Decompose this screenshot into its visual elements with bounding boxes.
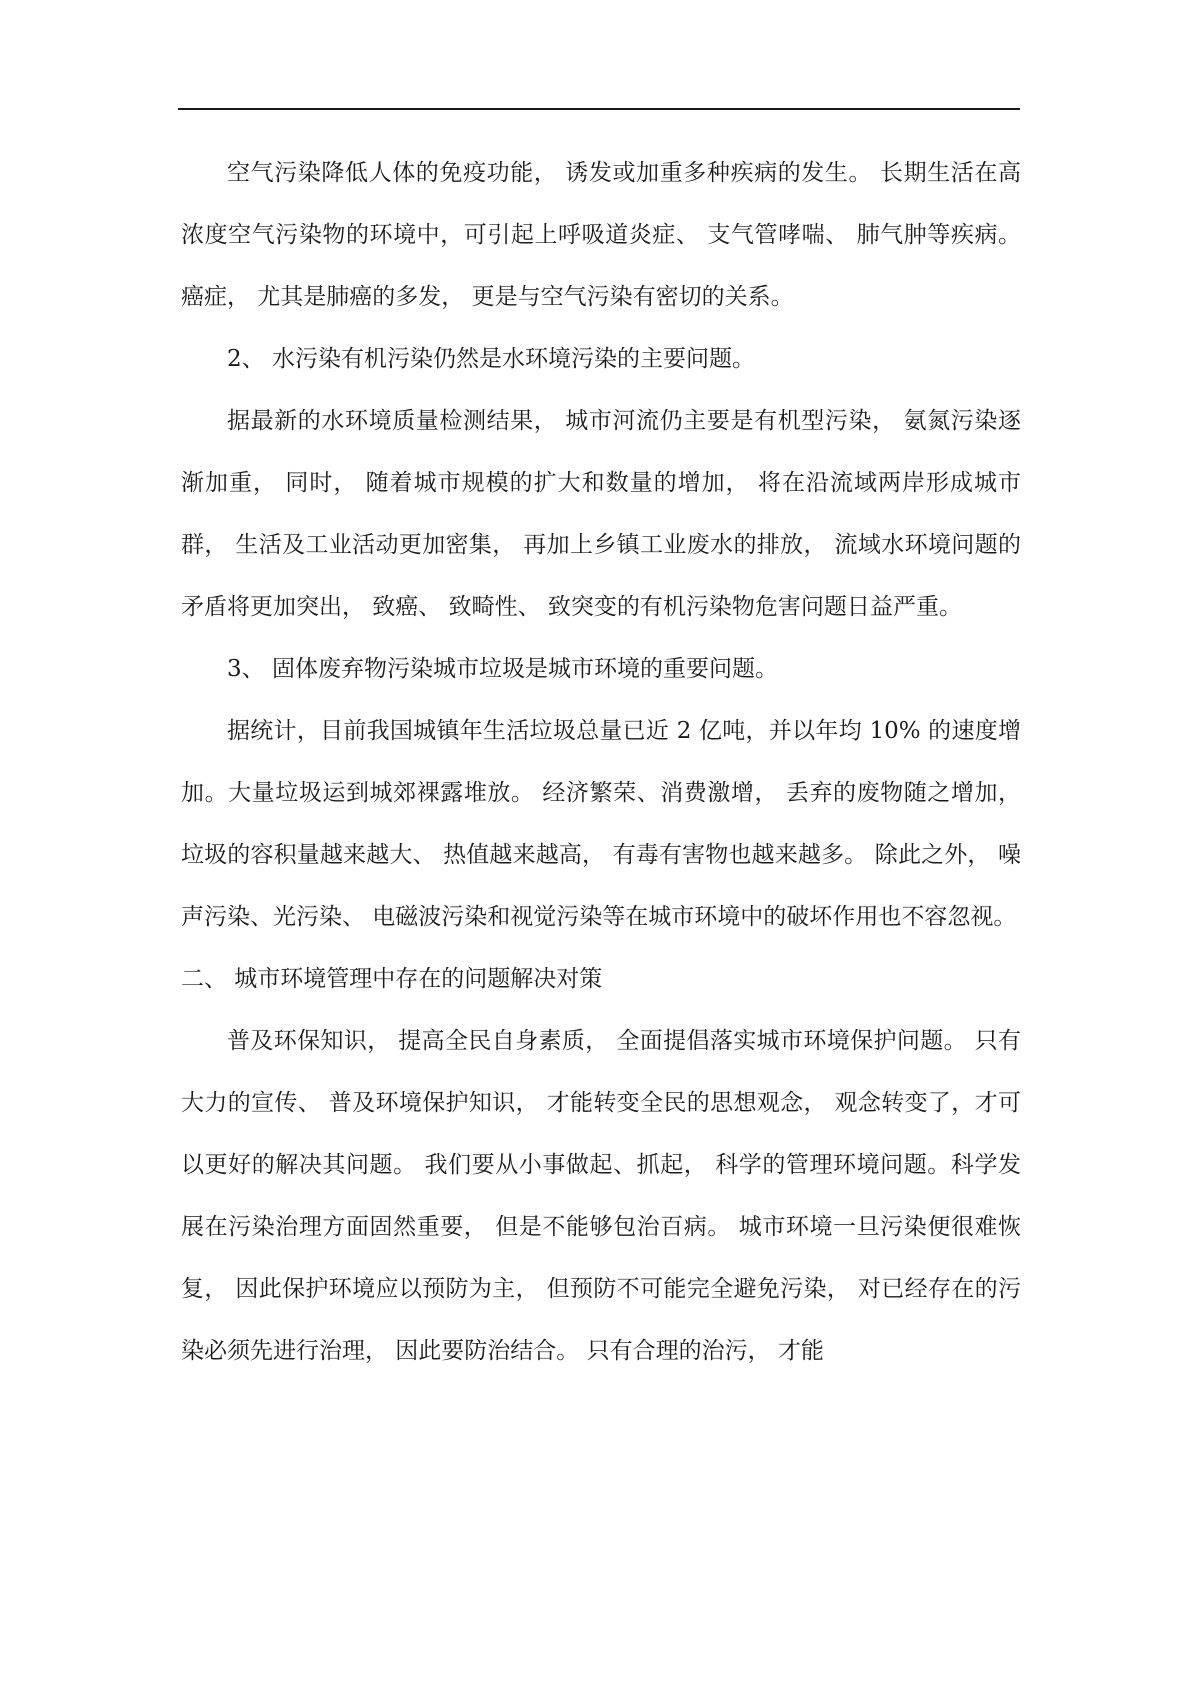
- paragraph-line: 有大力的宣传、 普及环境保护知识， 才能转变全民的思想观念， 观念转变了，: [181, 1028, 1021, 1116]
- header-rule: [178, 108, 1020, 110]
- paragraph: [181, 700, 1029, 948]
- paragraph: [181, 948, 1021, 1010]
- paragraph-line: 此之外， 噪声污染、光污染、 电磁波污染和视觉污染等在城市环境中的破坏作: [181, 842, 1022, 930]
- paragraph-line: 据最新的水环境质量检测结果， 城市河流仍主要是有机型污染， 氨氮污染: [227, 408, 998, 434]
- paragraph-line: 便很难恢复， 因此保护环境应以预防为主， 但预防不可能完全避免污染， 对: [181, 1214, 1022, 1302]
- paragraph-line: 城市群， 生活及工业活动更加密集， 再加上乡镇工业废水的排放， 流域水环: [181, 470, 1022, 558]
- paragraph-line: 空气污染降低人体的免疫功能， 诱发或加重多种疾病的发生。 长期生活在: [227, 160, 998, 186]
- paragraph-line: 普及环保知识， 提高全民自身素质， 全面提倡落实城市环境保护问题。 只: [227, 1028, 998, 1054]
- paragraph-line: 高浓度空气污染物的环境中，可引起上呼吸道炎症、 支气管哮喘、 肺气肿等疾: [181, 160, 1021, 248]
- paragraph-line: 增加， 垃圾的容积量越来越大、 热值越来越高， 有毒有害物也越来越多。 除: [181, 780, 1029, 868]
- paragraph: [181, 1010, 1021, 1382]
- paragraph-line: 度增加。大量垃圾运到城郊裸露堆放。 经济繁荣、消费激增， 丢弃的废物随之: [181, 718, 1022, 806]
- paragraph-line: 二、 城市环境管理中存在的问题解决对策: [181, 966, 603, 992]
- paragraph-line: 已经存在的污染必须先进行治理， 因此要防治结合。 只有合理的治污， 才能: [181, 1276, 1021, 1364]
- paragraph-line: 逐渐加重， 同时， 随着城市规模的扩大和数量的增加， 将在沿流域两岸形成: [181, 408, 1021, 496]
- paragraph-line: 3、 固体废弃物污染城市垃圾是城市环境的重要问题。: [227, 656, 778, 682]
- body-text: [181, 142, 1029, 1382]
- paragraph-line: 据统计，目前我国城镇年生活垃圾总量已近 2 亿吨，并以年均 10% 的速: [227, 718, 975, 744]
- paragraph: [181, 390, 1021, 638]
- paragraph-line: 科学发展在污染治理方面固然重要， 但是不能够包治百病。 城市环境一旦污染: [181, 1152, 1022, 1240]
- paragraph-line: 益严重。: [869, 594, 962, 620]
- paragraph-line: 才可以更好的解决其问题。 我们要从小事做起、抓起， 科学的管理环境问题。: [181, 1090, 1022, 1178]
- paragraph: [181, 142, 1029, 328]
- paragraph: [181, 638, 1021, 700]
- paragraph: [181, 328, 1021, 390]
- paragraph-line: 境问题的矛盾将更加突出， 致癌、 致畸性、 致突变的有机污染物危害问题日: [181, 532, 1021, 620]
- paragraph-line: 病。 癌症， 尤其是肺癌的多发， 更是与空气污染有密切的关系。: [181, 222, 1029, 310]
- paragraph-line: 用也不容忽视。: [855, 904, 1017, 930]
- paragraph-line: 2、 水污染有机污染仍然是水环境污染的主要问题。: [227, 346, 755, 372]
